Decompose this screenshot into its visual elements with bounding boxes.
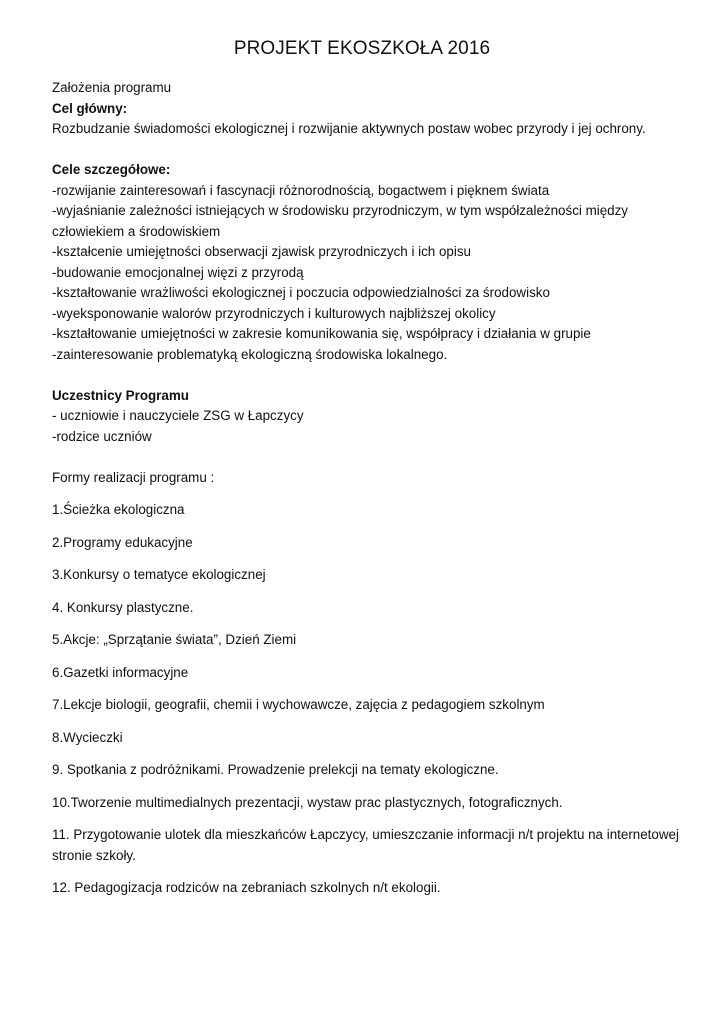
forms-heading: Formy realizacji programu : xyxy=(52,469,215,485)
form-item: 4. Konkursy plastyczne. xyxy=(52,599,194,615)
specific-goal-item: -kształtowanie wrażliwości ekologicznej i poczucia odpowiedzialności za środowisko xyxy=(52,285,550,300)
forms-list xyxy=(52,500,702,899)
spacer xyxy=(52,447,702,468)
form-item: 5.Akcje: „Sprzątanie świata”, Dzień Ziemi xyxy=(52,632,297,647)
specific-goal-item: -kształtowanie umiejętności w zakresie komunikowania się, współpracy i działania w grupie xyxy=(52,326,591,341)
form-item: 2.Programy edukacyjne xyxy=(52,534,193,550)
spacer xyxy=(52,140,702,161)
document-body xyxy=(52,78,702,911)
form-item: 11. Przygotowanie ulotek dla mieszkańców Łapczycy, umieszczanie informacji n/t projektu na internetowej stronie szkoły. xyxy=(52,827,679,863)
specific-goal-item: -wyeksponowanie walorów przyrodniczych i kulturowych najbliższej okolicy xyxy=(52,305,496,321)
form-item: 8.Wycieczki xyxy=(52,729,123,745)
participant-item: -rodzice uczniów xyxy=(52,428,152,444)
form-item: 7.Lekcje biologii, geografii, chemii i wychowawcze, zajęcia z pedagogiem szkolnym xyxy=(52,697,545,712)
form-item: 12. Pedagogizacja rodziców na zebraniach szkolnych n/t ekologii. xyxy=(52,880,441,895)
form-item: 3.Konkursy o tematyce ekologicznej xyxy=(52,567,266,582)
form-item: 10.Tworzenie multimedialnych prezentacji, wystaw prac plastycznych, fotograficznych. xyxy=(52,794,563,810)
specific-goal-item: -wyjaśnianie zależności istniejących w środowisku przyrodniczym, w tym współzależności między xyxy=(52,203,628,218)
document-title: PROJEKT EKOSZKOŁA 2016 xyxy=(233,38,491,59)
participant-item: - uczniowie i nauczyciele ZSG w Łapczycy xyxy=(52,408,304,423)
intro-heading: Założenia programu xyxy=(52,80,172,95)
form-item: 9. Spotkania z podróżnikami. Prowadzenie prelekcji na tematy ekologiczne. xyxy=(52,762,499,777)
specific-goal-item: -kształcenie umiejętności obserwacji zjawisk przyrodniczych i ich opisu xyxy=(52,244,471,259)
spacer xyxy=(52,365,702,386)
specific-goal-item: -zainteresowanie problematyką ekologiczną środowiska lokalnego. xyxy=(52,346,448,362)
form-item: 1.Ścieżka ekologiczna xyxy=(52,502,185,517)
specific-goals-heading: Cele szczegółowe: xyxy=(52,162,171,177)
specific-goal-item: -rozwijanie zainteresowań i fascynacji różnorodnością, bogactwem i pięknem świata xyxy=(52,182,550,198)
main-goal-heading: Cel główny: xyxy=(52,100,128,116)
form-item: 6.Gazetki informacyjne xyxy=(52,664,189,680)
specific-goal-item: -budowanie emocjonalnej więzi z przyrodą xyxy=(52,264,304,280)
main-goal-text: Rozbudzanie świadomości ekologicznej i rozwijanie aktywnych postaw wobec przyrody i jej ochrony. xyxy=(52,121,646,136)
participants-heading: Uczestnicy Programu xyxy=(52,387,189,403)
specific-goal-item: człowiekiem a środowiskiem xyxy=(52,223,221,239)
